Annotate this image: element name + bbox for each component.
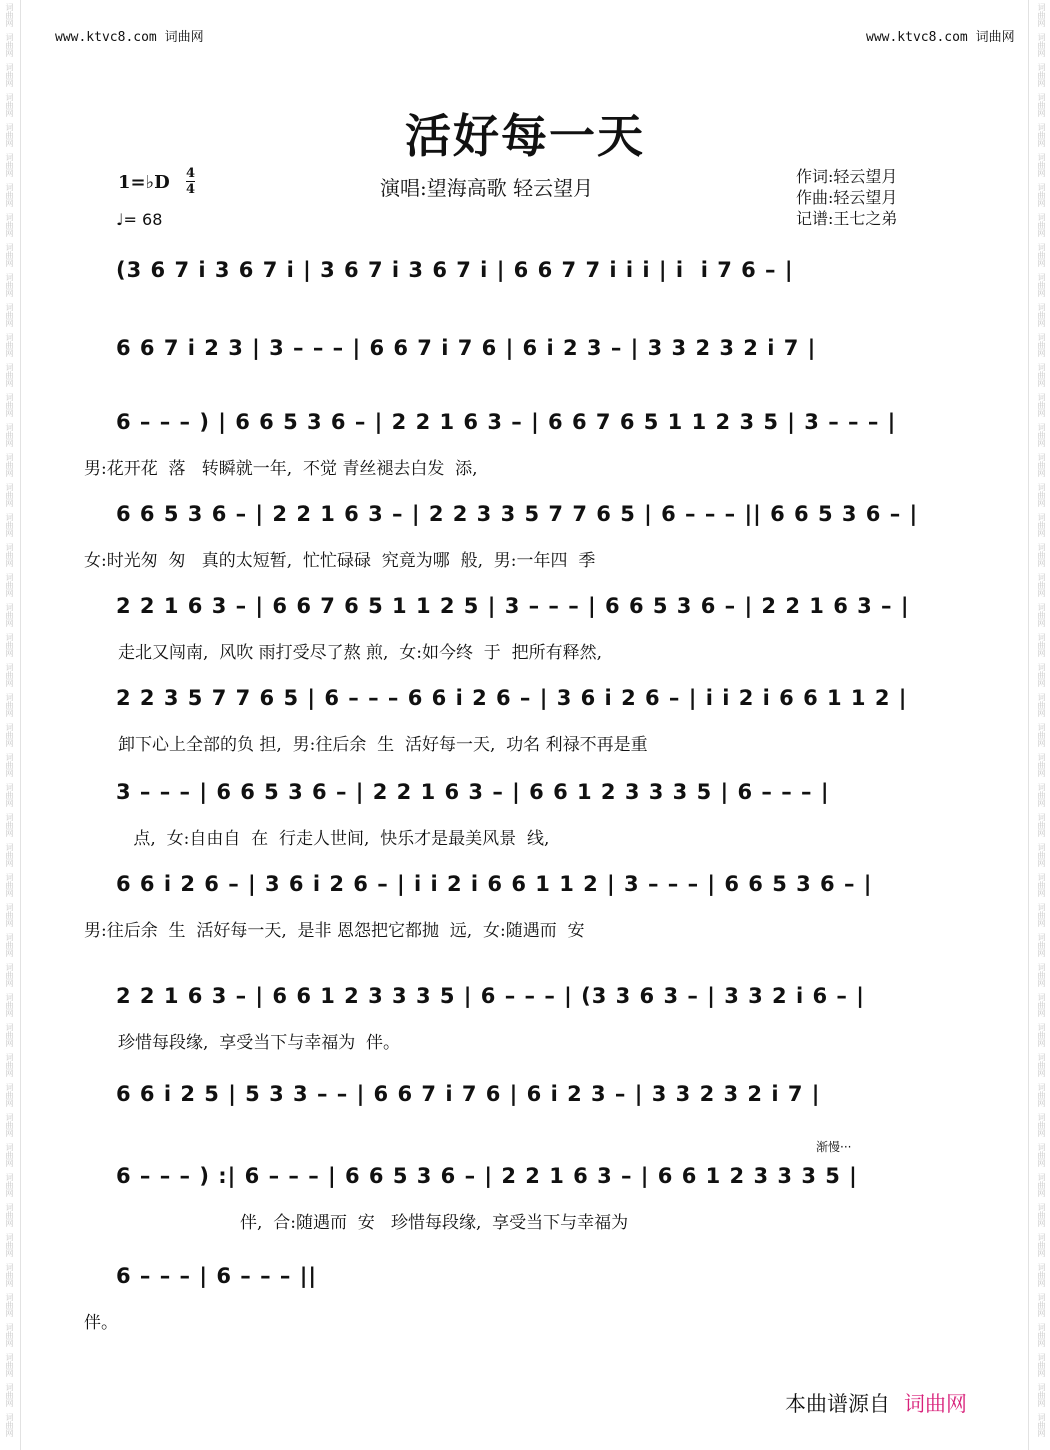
watermark-glyph: 词曲网 <box>1037 1173 1046 1197</box>
watermark-glyph: 词曲网 <box>5 303 14 327</box>
meter-top: 4 <box>186 166 196 181</box>
watermark-glyph: 词曲网 <box>5 1233 14 1257</box>
watermark-glyph: 词曲网 <box>5 333 14 357</box>
notation-line: 2 2 3 5 7 7 6 5 | 6 – – – 6 6 i 2 6 – | 3 6 i 2 6 – | i i 2 i 6 6 1 1 2 | <box>116 686 908 710</box>
lyricist: 作词:轻云望月 <box>796 167 898 186</box>
watermark-glyph: 词曲网 <box>5 993 14 1017</box>
watermark-glyph: 词曲网 <box>5 93 14 117</box>
watermark-glyph: 词曲网 <box>5 1053 14 1077</box>
watermark-glyph: 词曲网 <box>5 513 14 537</box>
watermark-glyph: 词曲网 <box>5 63 14 87</box>
meter-bottom: 4 <box>186 182 196 197</box>
watermark-glyph: 词曲网 <box>1037 1293 1046 1317</box>
lyrics-line: 伴, 合:随遇而 安 珍惜每段缘, 享受当下与幸福为 <box>240 1213 629 1233</box>
watermark-glyph: 词曲网 <box>1037 153 1046 177</box>
key-signature: 1=♭D <box>118 172 170 193</box>
lyrics-line: 伴。 <box>84 1313 118 1333</box>
watermark-glyph: 词曲网 <box>5 663 14 687</box>
notation-line: 2 2 1 6 3 – | 6 6 1 2 3 3 3 5 | 6 – – – | (3 3 6 3 – | 3 3 2 i 6 – | <box>116 984 865 1008</box>
watermark-glyph: 词曲网 <box>1037 843 1046 867</box>
watermark-glyph: 词曲网 <box>5 873 14 897</box>
watermark-glyph: 词曲网 <box>5 3 14 27</box>
watermark-glyph: 词曲网 <box>1037 363 1046 387</box>
notation-line: 6 6 i 2 5 | 5 3 3 – – | 6 6 7 i 7 6 | 6 i 2 3 – | 3 3 2 3 2 i 7 | <box>116 1082 821 1106</box>
watermark-glyph: 词曲网 <box>1037 873 1046 897</box>
watermark-glyph: 词曲网 <box>1037 1203 1046 1227</box>
tempo-annotation: 渐慢··· <box>816 1140 852 1154</box>
watermark-glyph: 词曲网 <box>5 693 14 717</box>
watermark-glyph: 词曲网 <box>5 723 14 747</box>
right-watermark-strip <box>1032 0 1050 1450</box>
watermark-glyph: 词曲网 <box>1037 273 1046 297</box>
watermark-glyph: 词曲网 <box>5 1353 14 1377</box>
watermark-glyph: 词曲网 <box>1037 1353 1046 1377</box>
notation-line: 3 – – – | 6 6 5 3 6 – | 2 2 1 6 3 – | 6 6 1 2 3 3 3 5 | 6 – – – | <box>116 780 830 804</box>
watermark-glyph: 词曲网 <box>5 1203 14 1227</box>
transcriber: 记谱:王七之弟 <box>796 209 898 228</box>
watermark-glyph: 词曲网 <box>1037 1383 1046 1407</box>
watermark-glyph: 词曲网 <box>1037 3 1046 27</box>
watermark-glyph: 词曲网 <box>1037 183 1046 207</box>
watermark-glyph: 词曲网 <box>1037 1053 1046 1077</box>
credits <box>796 166 897 229</box>
watermark-glyph: 词曲网 <box>1037 303 1046 327</box>
watermark-glyph: 词曲网 <box>1037 813 1046 837</box>
watermark-glyph: 词曲网 <box>5 903 14 927</box>
watermark-glyph: 词曲网 <box>5 123 14 147</box>
watermark-glyph: 词曲网 <box>1037 543 1046 567</box>
watermark-glyph: 词曲网 <box>5 243 14 267</box>
watermark-glyph: 词曲网 <box>5 393 14 417</box>
tempo-marking: ♩= 68 <box>116 210 163 229</box>
notation-line: (3 6 7 i 3 6 7 i | 3 6 7 i 3 6 7 i | 6 6 7 7 i i i | i i 7 6 – | <box>116 258 794 282</box>
watermark-glyph: 词曲网 <box>1037 453 1046 477</box>
watermark-glyph: 词曲网 <box>5 483 14 507</box>
watermark-glyph: 词曲网 <box>1037 483 1046 507</box>
watermark-glyph: 词曲网 <box>5 633 14 657</box>
watermark-glyph: 词曲网 <box>1037 1233 1046 1257</box>
lyrics-line: 女:时光匆 匆 真的太短暂, 忙忙碌碌 究竟为哪 般, 男:一年四 季 <box>84 551 596 571</box>
watermark-glyph: 词曲网 <box>1037 33 1046 57</box>
watermark-glyph: 词曲网 <box>5 153 14 177</box>
watermark-glyph: 词曲网 <box>1037 123 1046 147</box>
watermark-glyph: 词曲网 <box>1037 333 1046 357</box>
watermark-glyph: 词曲网 <box>1037 63 1046 87</box>
notation-line: 6 – – – ) | 6 6 5 3 6 – | 2 2 1 6 3 – | 6 6 7 6 5 1 1 2 3 5 | 3 – – – | <box>116 410 897 434</box>
watermark-glyph: 词曲网 <box>5 1413 14 1437</box>
notation-line: 6 6 5 3 6 – | 2 2 1 6 3 – | 2 2 3 3 5 7 7 6 5 | 6 – – – || 6 6 5 3 6 – | <box>116 502 919 526</box>
footer-source: 本曲谱源自 <box>785 1392 890 1416</box>
watermark-glyph: 词曲网 <box>1037 723 1046 747</box>
watermark-glyph: 词曲网 <box>5 1263 14 1287</box>
lyrics-line: 男:往后余 生 活好每一天, 是非 恩怨把它都抛 远, 女:随遇而 安 <box>84 921 585 941</box>
watermark-glyph: 词曲网 <box>5 543 14 567</box>
watermark-glyph: 词曲网 <box>5 213 14 237</box>
notation-line: 6 6 i 2 6 – | 3 6 i 2 6 – | i i 2 i 6 6 1 1 2 | 3 – – – | 6 6 5 3 6 – | <box>116 872 873 896</box>
watermark-glyph: 词曲网 <box>5 273 14 297</box>
notation-line: 2 2 1 6 3 – | 6 6 7 6 5 1 1 2 5 | 3 – – – | 6 6 5 3 6 – | 2 2 1 6 3 – | <box>116 594 910 618</box>
watermark-glyph: 词曲网 <box>5 1323 14 1347</box>
watermark-glyph: 词曲网 <box>5 33 14 57</box>
notation-line: 6 – – – | 6 – – – || <box>116 1264 318 1288</box>
watermark-glyph: 词曲网 <box>1037 783 1046 807</box>
watermark-glyph: 词曲网 <box>1037 1113 1046 1137</box>
watermark-glyph: 词曲网 <box>1037 903 1046 927</box>
watermark-glyph: 词曲网 <box>1037 1323 1046 1347</box>
watermark-glyph: 词曲网 <box>5 813 14 837</box>
watermark-glyph: 词曲网 <box>1037 693 1046 717</box>
song-title: 活好每一天 <box>405 109 645 163</box>
watermark-glyph: 词曲网 <box>1037 423 1046 447</box>
watermark-glyph: 词曲网 <box>5 843 14 867</box>
lyrics-line: 卸下心上全部的负 担, 男:往后余 生 活好每一天, 功名 利禄不再是重 <box>118 735 648 755</box>
watermark-glyph: 词曲网 <box>5 933 14 957</box>
watermark-glyph: 词曲网 <box>1037 1263 1046 1287</box>
footer-brand[interactable]: 词曲网 <box>904 1392 967 1416</box>
lyrics-line: 点, 女:自由自 在 行走人世间, 快乐才是最美风景 线, <box>128 829 550 849</box>
watermark-glyph: 词曲网 <box>1037 603 1046 627</box>
watermark-glyph: 词曲网 <box>1037 1023 1046 1047</box>
lyrics-line: 珍惜每段缘, 享受当下与幸福为 伴。 <box>118 1033 401 1053</box>
watermark-glyph: 词曲网 <box>1037 633 1046 657</box>
watermark-glyph: 词曲网 <box>5 753 14 777</box>
watermark-glyph: 词曲网 <box>5 1143 14 1167</box>
watermark-glyph: 词曲网 <box>1037 933 1046 957</box>
watermark-glyph: 词曲网 <box>5 1083 14 1107</box>
footer <box>785 1388 967 1418</box>
watermark-glyph: 词曲网 <box>1037 213 1046 237</box>
lyrics-line: 男:花开花 落 转瞬就一年, 不觉 青丝褪去白发 添, <box>84 459 478 479</box>
watermark-glyph: 词曲网 <box>1037 663 1046 687</box>
watermark-glyph: 词曲网 <box>1037 993 1046 1017</box>
watermark-glyph: 词曲网 <box>5 963 14 987</box>
singers: 演唱:望海高歌 轻云望月 <box>380 176 594 200</box>
watermark-glyph: 词曲网 <box>5 573 14 597</box>
left-border-line <box>20 0 21 1450</box>
watermark-glyph: 词曲网 <box>1037 963 1046 987</box>
watermark-glyph: 词曲网 <box>1037 393 1046 417</box>
notation-line: 6 6 7 i 2 3 | 3 – – – | 6 6 7 i 7 6 | 6 i 2 3 – | 3 3 2 3 2 i 7 | <box>116 336 817 360</box>
watermark-glyph: 词曲网 <box>1037 1143 1046 1167</box>
site-url-right[interactable]: www.ktvc8.com 词曲网 <box>866 30 1015 45</box>
watermark-glyph: 词曲网 <box>1037 1083 1046 1107</box>
watermark-glyph: 词曲网 <box>5 363 14 387</box>
watermark-glyph: 词曲网 <box>5 603 14 627</box>
watermark-glyph: 词曲网 <box>5 1023 14 1047</box>
time-signature <box>186 166 195 197</box>
watermark-glyph: 词曲网 <box>1037 243 1046 267</box>
watermark-glyph: 词曲网 <box>5 1113 14 1137</box>
right-border-line <box>1028 0 1029 1450</box>
watermark-glyph: 词曲网 <box>5 423 14 447</box>
watermark-glyph: 词曲网 <box>5 453 14 477</box>
watermark-glyph: 词曲网 <box>1037 753 1046 777</box>
lyrics-line: 走北又闯南, 风吹 雨打受尽了熬 煎, 女:如今终 于 把所有释然, <box>118 643 602 663</box>
composer: 作曲:轻云望月 <box>796 188 898 207</box>
site-url-left[interactable]: www.ktvc8.com 词曲网 <box>55 30 204 45</box>
watermark-glyph: 词曲网 <box>5 183 14 207</box>
watermark-glyph: 词曲网 <box>1037 573 1046 597</box>
watermark-glyph: 词曲网 <box>5 783 14 807</box>
left-watermark-strip <box>0 0 18 1450</box>
watermark-glyph: 词曲网 <box>1037 1413 1046 1437</box>
notation-line: 6 – – – ) :| 6 – – – | 6 6 5 3 6 – | 2 2 1 6 3 – | 6 6 1 2 3 3 3 5 | <box>116 1164 858 1188</box>
watermark-glyph: 词曲网 <box>5 1383 14 1407</box>
watermark-glyph: 词曲网 <box>1037 513 1046 537</box>
watermark-glyph: 词曲网 <box>5 1173 14 1197</box>
watermark-glyph: 词曲网 <box>5 1293 14 1317</box>
watermark-glyph: 词曲网 <box>1037 93 1046 117</box>
